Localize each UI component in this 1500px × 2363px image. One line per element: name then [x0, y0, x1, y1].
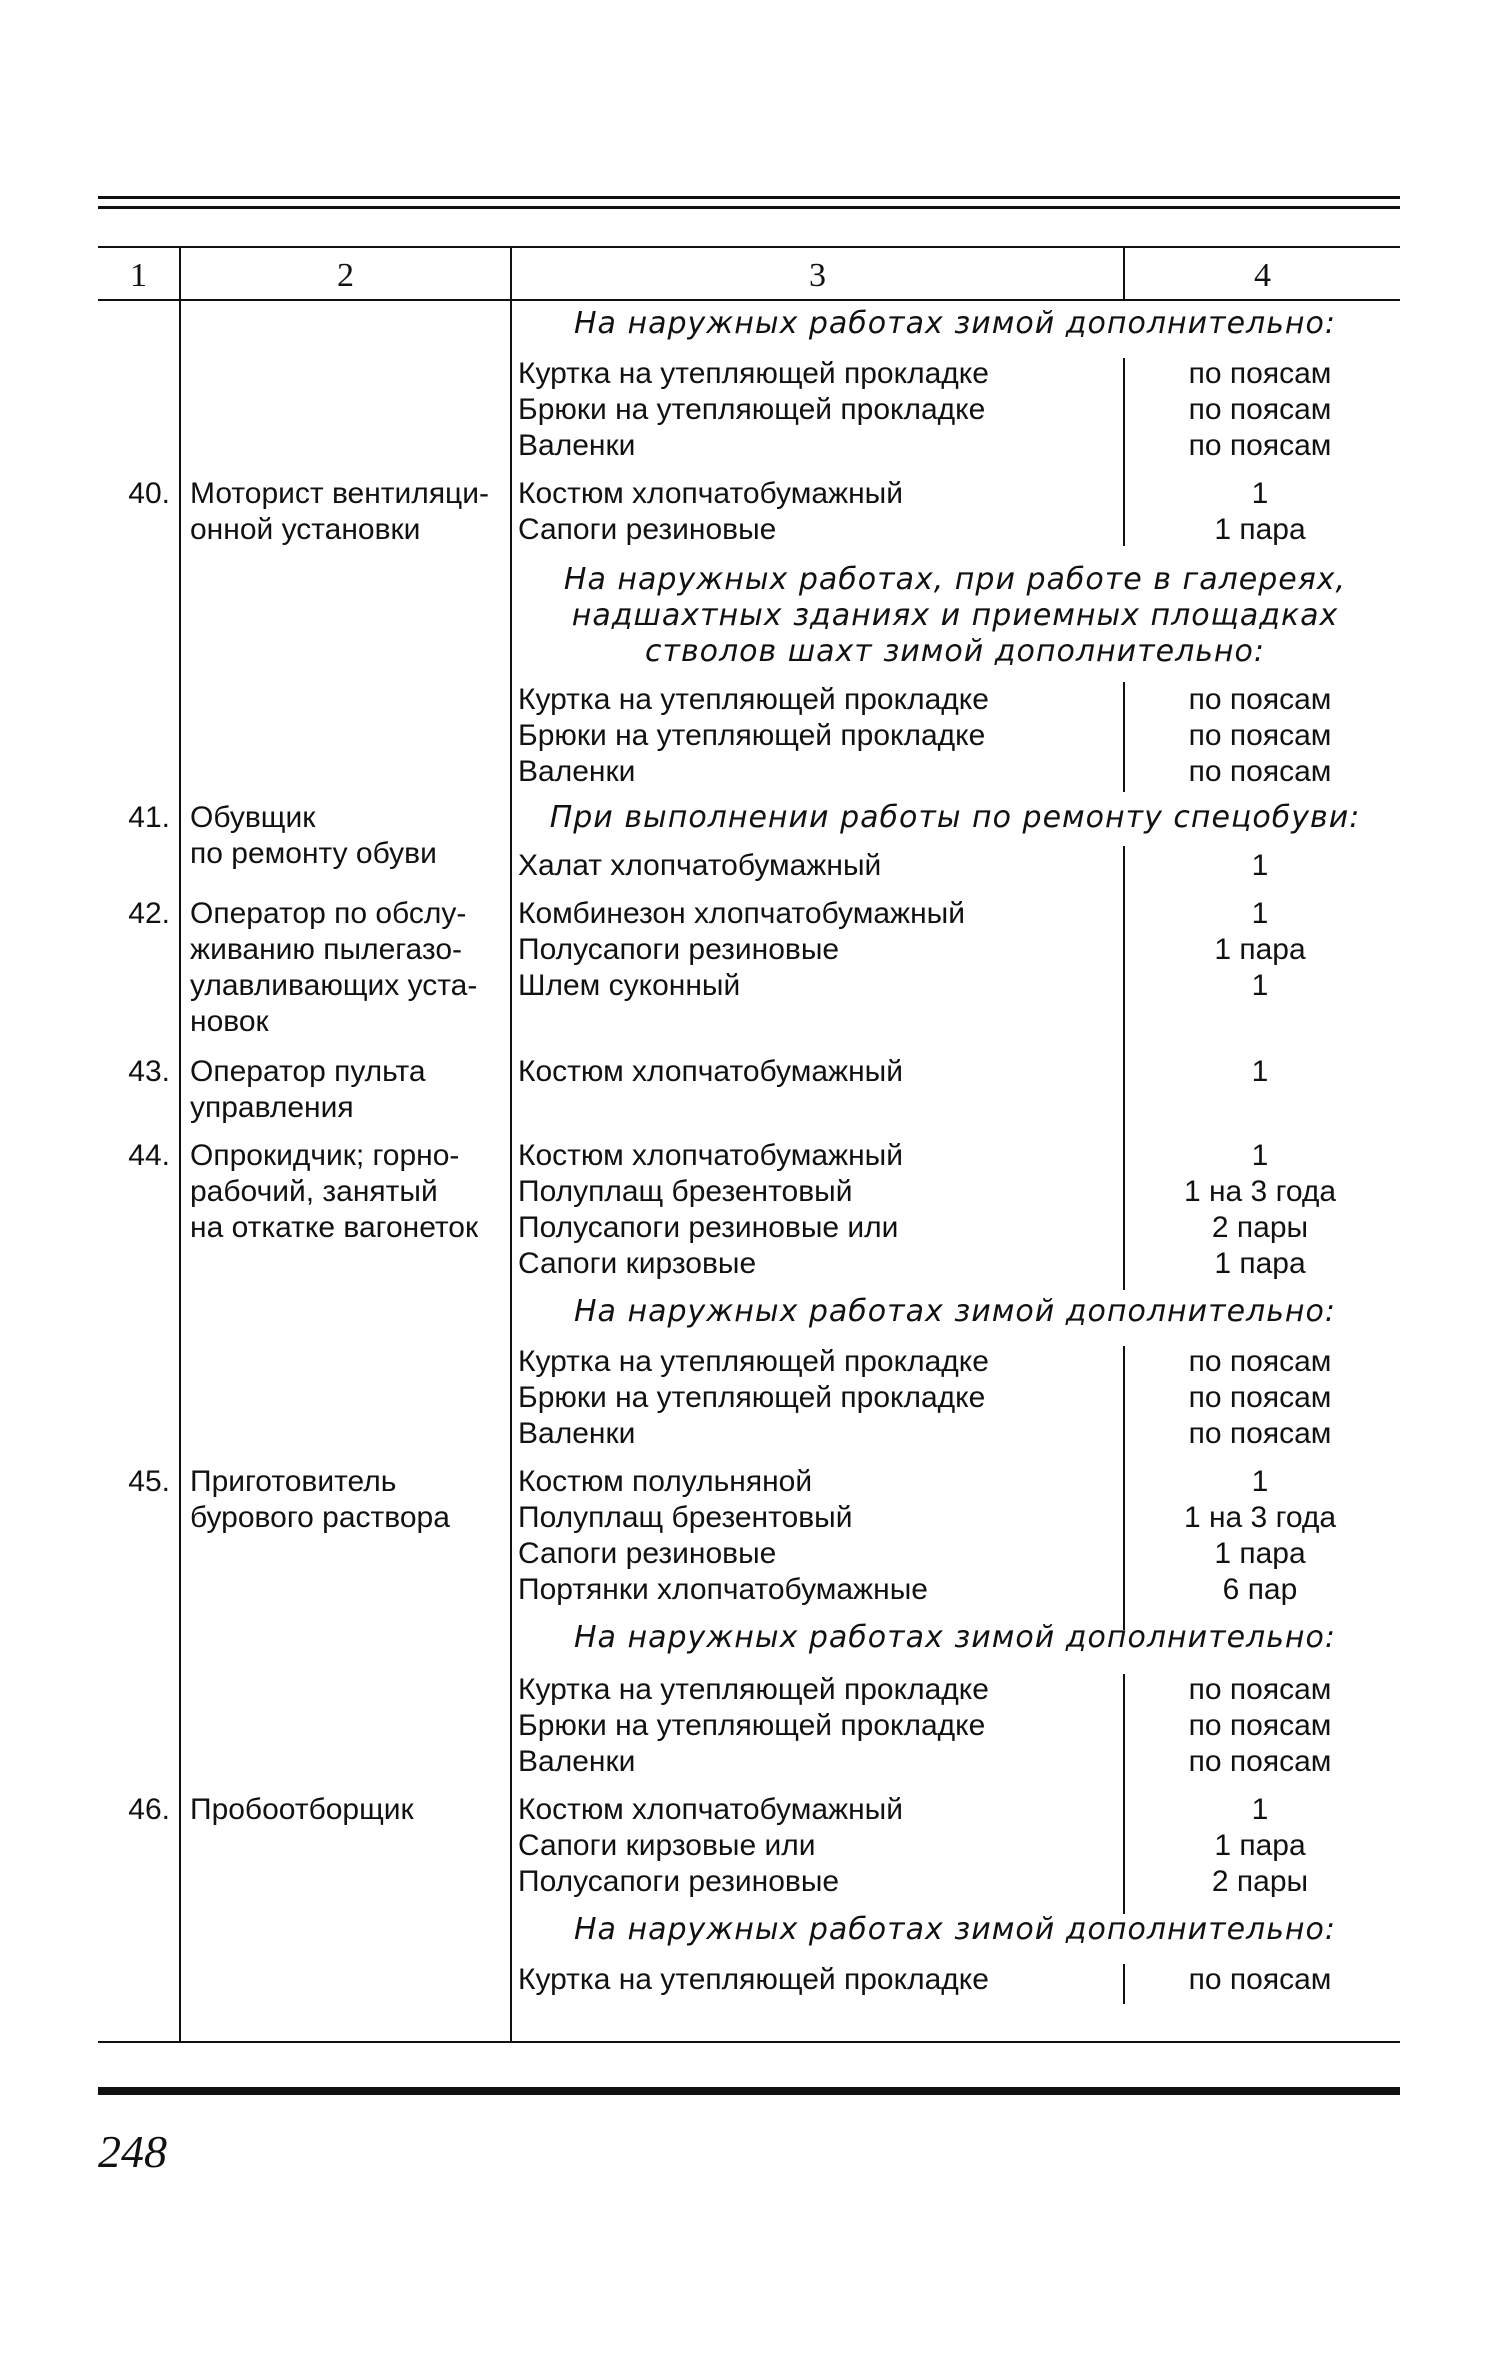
item-quantity: 1: [1251, 477, 1269, 510]
item-quantity: 1: [1251, 897, 1269, 930]
item-quantity: по поясам: [1188, 1745, 1332, 1778]
item-name: Костюм полульняной: [518, 1465, 813, 1498]
column-divider-2: [510, 246, 512, 2043]
table-top-line: [98, 246, 1400, 248]
item-name: Куртка на утепляющей прокладке: [518, 683, 989, 716]
item-quantity: 1 пара: [1214, 1247, 1306, 1280]
item-name: Куртка на утепляющей прокладке: [518, 1963, 989, 1996]
column-divider-1: [179, 246, 181, 2043]
item-quantity: 1: [1251, 849, 1269, 882]
item-name: Сапоги кирзовые или: [518, 1829, 816, 1862]
job-title: Приготовитель: [190, 1465, 397, 1498]
job-title: новок: [190, 1005, 269, 1038]
item-quantity: 1 пара: [1214, 1829, 1306, 1862]
item-name: Валенки: [518, 755, 636, 788]
top-rule-1: [98, 196, 1400, 199]
section-note: надшахтных зданиях и приемных площадках: [571, 598, 1339, 633]
item-name: Брюки на утепляющей прокладке: [518, 719, 986, 752]
section-note: При выполнении работы по ремонту спецобуви:: [549, 800, 1361, 835]
item-name: Валенки: [518, 429, 636, 462]
section-note: На наружных работах зимой дополнительно:: [573, 1620, 1336, 1655]
item-quantity: 1: [1251, 1793, 1269, 1826]
item-name: Куртка на утепляющей прокладке: [518, 1673, 989, 1706]
page-number: 248: [98, 2126, 167, 2177]
item-quantity: по поясам: [1188, 1345, 1332, 1378]
section-note: На наружных работах зимой дополнительно:: [573, 1294, 1336, 1329]
column-header-4: 4: [1254, 257, 1271, 294]
job-title: Оператор пульта: [190, 1055, 426, 1088]
item-quantity: по поясам: [1188, 755, 1332, 788]
row-number: 41.: [128, 801, 170, 834]
row-number: 40.: [128, 477, 170, 510]
item-quantity: по поясам: [1188, 393, 1332, 426]
item-name: Костюм хлопчатобумажный: [518, 1139, 903, 1172]
job-title: Моторист вентиляци-: [190, 477, 489, 510]
job-title: живанию пылегазо-: [190, 933, 462, 966]
item-quantity: 2 пары: [1211, 1865, 1309, 1898]
item-name: Сапоги резиновые: [518, 1537, 777, 1570]
item-quantity: по поясам: [1188, 357, 1332, 390]
item-quantity: 1 пара: [1214, 1537, 1306, 1570]
item-name: Полусапоги резиновые или: [518, 1211, 899, 1244]
item-name: Валенки: [518, 1417, 636, 1450]
job-title: улавливающих уста-: [190, 969, 478, 1002]
job-title: Обувщик: [190, 801, 316, 834]
item-name: Куртка на утепляющей прокладке: [518, 357, 989, 390]
section-note: На наружных работах зимой дополнительно:: [573, 306, 1336, 341]
item-quantity: по поясам: [1188, 719, 1332, 752]
job-title: Опрокидчик; горно-: [190, 1139, 460, 1172]
item-quantity: 1 на 3 года: [1183, 1175, 1337, 1208]
job-title: рабочий, занятый: [190, 1175, 438, 1208]
item-quantity: 2 пары: [1211, 1211, 1309, 1244]
item-name: Сапоги кирзовые: [518, 1247, 757, 1280]
item-quantity: по поясам: [1188, 1417, 1332, 1450]
item-name: Брюки на утепляющей прокладке: [518, 1709, 986, 1742]
item-quantity: 1 на 3 года: [1183, 1501, 1337, 1534]
row-number: 46.: [128, 1793, 170, 1826]
item-quantity: 1 пара: [1214, 513, 1306, 546]
section-note: На наружных работах зимой дополнительно:: [573, 1912, 1336, 1947]
item-name: Полусапоги резиновые: [518, 1865, 840, 1898]
item-name: Сапоги резиновые: [518, 513, 777, 546]
job-title: на откатке вагонеток: [190, 1211, 479, 1244]
column-header-1: 1: [130, 257, 147, 294]
item-name: Брюки на утепляющей прокладке: [518, 1381, 986, 1414]
item-quantity: по поясам: [1188, 1381, 1332, 1414]
top-rule-2: [98, 206, 1400, 209]
item-name: Комбинезон хлопчатобумажный: [518, 897, 965, 930]
section-note: стволов шахт зимой дополнительно:: [644, 634, 1266, 669]
item-name: Халат хлопчатобумажный: [518, 849, 882, 882]
job-title: по ремонту обуви: [190, 837, 437, 870]
job-title: Пробоотборщик: [190, 1793, 414, 1826]
table-header-line: [98, 299, 1400, 301]
item-name: Полуплащ брезентовый: [518, 1175, 853, 1208]
item-name: Куртка на утепляющей прокладке: [518, 1345, 989, 1378]
item-name: Шлем суконный: [518, 969, 741, 1002]
section-note: На наружных работах, при работе в галереях,: [563, 562, 1347, 597]
item-name: Валенки: [518, 1745, 636, 1778]
item-quantity: по поясам: [1188, 1709, 1332, 1742]
item-name: Портянки хлопчатобумажные: [518, 1573, 928, 1606]
item-name: Костюм хлопчатобумажный: [518, 477, 903, 510]
item-quantity: 1 пара: [1214, 933, 1306, 966]
job-title: управления: [190, 1091, 354, 1124]
item-quantity: по поясам: [1188, 1673, 1332, 1706]
table-bottom-line: [98, 2041, 1400, 2043]
item-name: Брюки на утепляющей прокладке: [518, 393, 986, 426]
row-number: 44.: [128, 1139, 170, 1172]
item-name: Полусапоги резиновые: [518, 933, 840, 966]
job-title: бурового раствора: [190, 1501, 450, 1534]
row-number: 45.: [128, 1465, 170, 1498]
column-header-3: 3: [809, 257, 826, 294]
item-quantity: 6 пар: [1222, 1573, 1298, 1606]
item-quantity: 1: [1251, 1055, 1269, 1088]
job-title: онной установки: [190, 513, 421, 546]
item-quantity: по поясам: [1188, 1963, 1332, 1996]
bottom-thick-rule: [98, 2087, 1400, 2095]
row-number: 42.: [128, 897, 170, 930]
item-quantity: по поясам: [1188, 683, 1332, 716]
item-name: Костюм хлопчатобумажный: [518, 1793, 903, 1826]
job-title: Оператор по обслу-: [190, 897, 467, 930]
column-header-2: 2: [337, 257, 354, 294]
item-quantity: 1: [1251, 1465, 1269, 1498]
item-quantity: 1: [1251, 1139, 1269, 1172]
item-name: Полуплащ брезентовый: [518, 1501, 853, 1534]
item-name: Костюм хлопчатобумажный: [518, 1055, 903, 1088]
item-quantity: по поясам: [1188, 429, 1332, 462]
row-number: 43.: [128, 1055, 170, 1088]
item-quantity: 1: [1251, 969, 1269, 1002]
